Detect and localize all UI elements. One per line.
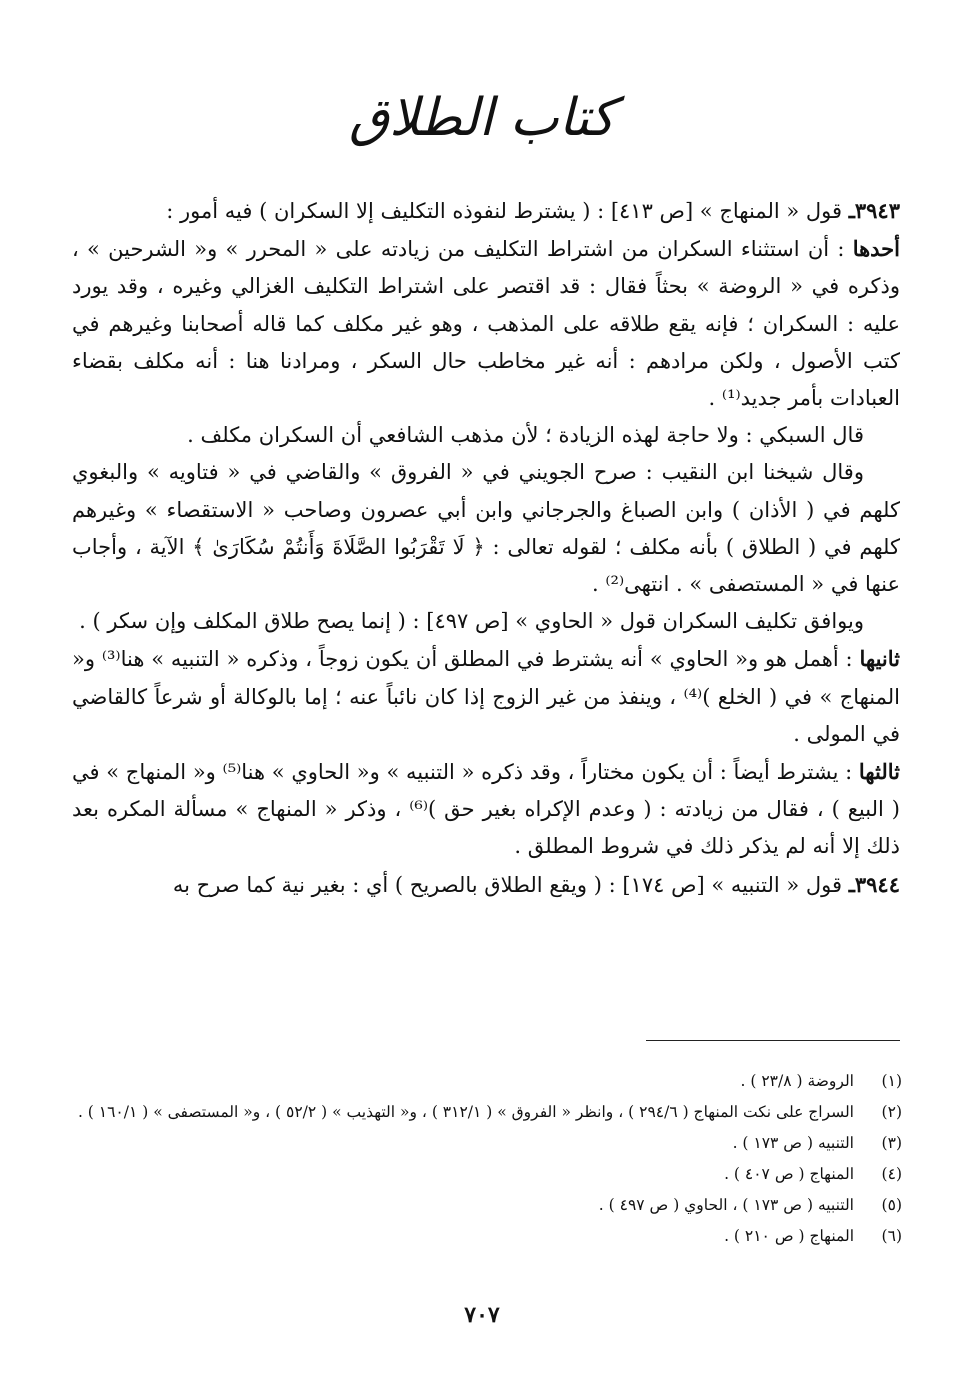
footnote-text: المنهاج ( ص ٤٠٧ ) .: [724, 1165, 854, 1183]
paragraph-first-point: [72, 230, 900, 417]
point-lead: ثالثها: [858, 759, 900, 785]
paragraph-text: قول « التنبيه » [ص ١٧٤] : ( ويقع الطلاق بالصريح ) أي : بغير نية كما صرح به: [172, 872, 843, 897]
footnote-number: (٦): [881, 1227, 902, 1245]
footnote-number: (٥): [881, 1196, 902, 1214]
paragraph-text: : أهمل هو و« الحاوي » أنه يشترط في المطلق أن يكون زوجاً ، وذكره « التنبيه » هنا⁽³⁾ و« المنهاج » في ( الخلع )⁽⁴⁾ ، وينفذ من غير الزوج إذا كان نائباً عنه ؛ إما بالوكالة أو شرعاً كالقاضي في المولى .: [72, 647, 900, 746]
paragraph-hawi: [72, 603, 900, 640]
paragraph-ibn-naqib: [72, 454, 900, 603]
footnote: [72, 1128, 902, 1159]
paragraph-second-point: [72, 640, 900, 753]
main-text: [72, 192, 900, 904]
paragraph-issue-3944: [72, 866, 900, 904]
footnote-number: (٣): [881, 1134, 902, 1152]
footnote: [72, 1066, 902, 1097]
point-lead: ثانيها: [859, 646, 901, 672]
footnote: [72, 1221, 902, 1252]
footnote-number: (٤): [881, 1165, 902, 1183]
paragraph-subki: [72, 417, 900, 454]
paragraph-issue-3943: [72, 192, 900, 230]
point-lead: أحدها: [852, 236, 900, 262]
paragraph-text: : أن استثناء السكران من اشتراط التكليف من زيادته على « المحرر » و« الشرحين » ، وذكره في « الروضة » بحثاً فقال : قد اقتصر على اشتراط التكليف الغزالي وغيره ، وقد يورد عليه : السكران ؛ فإنه يقع طلاقه على المذهب ، وهو غير مكلف كما قاله أصحابنا وغيرهم في كتب الأصول ، ولكن مرادهم : أنه غير مخاطب حال السكر ، ومرادنا هنا : أنه مكلف بقضاء العبادات بأمر جديد⁽¹⁾ .: [72, 237, 900, 411]
footnote: [72, 1190, 902, 1221]
footnote-text: التنبيه ( ص ١٧٣ ) .: [732, 1134, 854, 1152]
paragraph-third-point: [72, 753, 900, 866]
footnote: [72, 1097, 902, 1128]
footnote-number: (٢): [881, 1103, 902, 1121]
footnote-number: (١): [881, 1072, 902, 1090]
paragraph-text: ويوافق تكليف السكران قول « الحاوي » [ص ٤٩٧] : ( إنما يصح طلاق المكلف وإن سكر ) .: [79, 609, 864, 634]
issue-number: ٣٩٤٣ـ: [848, 198, 900, 223]
footnote-divider: [646, 1040, 900, 1041]
footnote-text: التنبيه ( ص ١٧٣ ) ، الحاوي ( ص ٤٩٧ ) .: [598, 1196, 854, 1214]
page-number: ٧٠٧: [464, 1302, 500, 1328]
issue-number: ٣٩٤٤ـ: [848, 871, 900, 897]
paragraph-text: : يشترط أيضاً : أن يكون مختاراً ، وقد ذكره « التنبيه » و« الحاوي » هنا⁽⁵⁾ و« المنهاج » في ( البيع ) ، فقال من زيادته : ( وعدم الإكراه بغير حق )⁽⁶⁾ ، وذكر « المنهاج » مسألة المكره بعد ذلك إلا أنه لم يذكر ذلك في شروط المطلق .: [72, 760, 900, 859]
paragraph-text: قال السبكي : ولا حاجة لهذه الزيادة ؛ لأن مذهب الشافعي أن السكران مكلف .: [187, 423, 864, 448]
chapter-title: كتاب الطلاق: [348, 88, 616, 148]
footnote: [72, 1159, 902, 1190]
footnote-text: المنهاج ( ص ٢١٠ ) .: [724, 1227, 854, 1245]
paragraph-text: وقال شيخنا ابن النقيب : صرح الجويني في « الفروق » والقاضي في « فتاويه » والبغوي كلهم في ( الأذان ) وابن الصباغ والجرجاني وابن أبي عصرون وصاحب « الاستقصاء » وغيرهم كلهم في ( الطلاق ) بأنه مكلف ؛ لقوله تعالى : ﴿ لَا تَقْرَبُوا الصَّلَاةَ وَأَنتُمْ سُكَارَىٰ ﴾ الآية ، وأجاب عنها في « المستصفى » . انتهى⁽²⁾ .: [72, 460, 900, 597]
footnote-text: الروضة ( ٢٣/٨ ) .: [740, 1072, 854, 1090]
footnote-text: السراج على نكت المنهاج ( ٢٩٤/٦ ) ، وانظر « الفروق » ( ٣١٢/١ ) ، و« التهذيب » ( ٥٢/٢ ) ، و« المستصفى » ( ١٦٠/١ ) .: [77, 1103, 854, 1121]
footnotes: [72, 1066, 902, 1252]
paragraph-text: قول « المنهاج » [ص ٤١٣] : ( يشترط لنفوذه التكليف إلا السكران ) فيه أمور :: [166, 199, 843, 223]
